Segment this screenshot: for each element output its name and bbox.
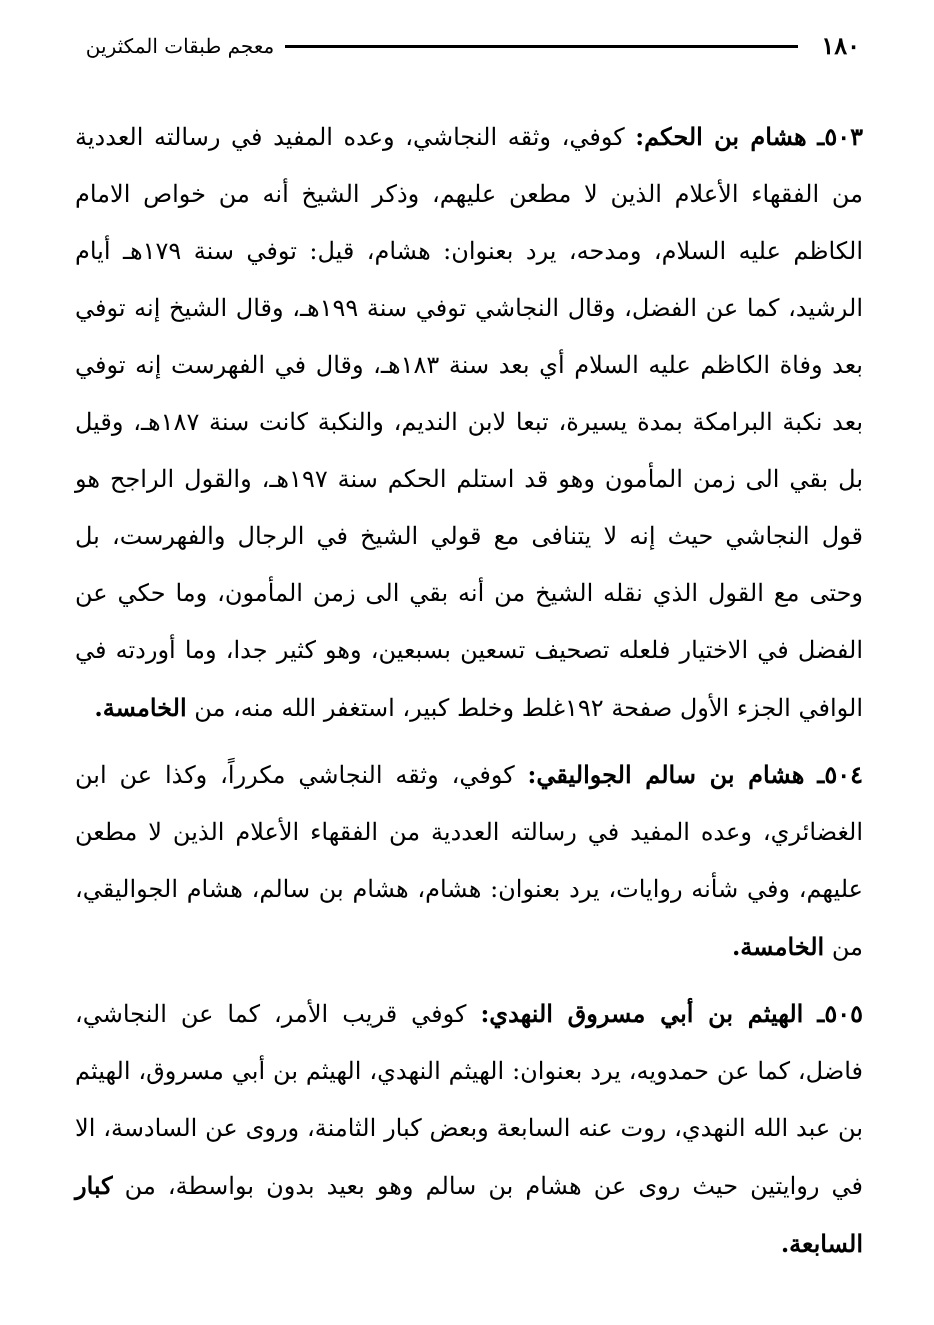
entry-class: الخامسة. xyxy=(94,693,187,722)
running-title: معجم طبقات المكثرين xyxy=(85,34,275,58)
page-body xyxy=(75,108,863,1282)
entry-504 xyxy=(75,746,863,976)
entry-text: كوفي، وثقه النجاشي مكرراً، وكذا عن ابن الغضائري، وعده المفيد في رسالته العددية من الفقهاء الأعلام الذين لا مطعن عليهم، وفي شأنه روايات، يرد بعنوان: هشام، هشام بن سالم، هشام الجواليقي، من xyxy=(75,761,863,961)
entry-text: كوفي قريب الأمر، كما عن النجاشي، فاضل، كما عن حمدويه، يرد بعنوان: الهيثم النهدي، الهيثم بن أبي مسروق، الهيثم بن عبد الله النهدي، روت عنه السابعة وبعض كبار الثامنة، وروى عن السادسة، الا في روايتين حيث روى عن هشام بن سالم وهو بعيد بدون بواسطة، من xyxy=(75,1000,864,1200)
entry-class: الخامسة. xyxy=(731,932,825,961)
entry-name: هشام بن سالم الجواليقي: xyxy=(527,760,805,789)
entry-number: ٥٠٣ـ xyxy=(817,122,863,151)
entry-number: ٥٠٥ـ xyxy=(817,999,863,1028)
page-number: ١٨٠ xyxy=(821,31,860,60)
entry-class: كبار السابعة. xyxy=(75,1171,863,1258)
page-header xyxy=(80,30,860,66)
entry-number: ٥٠٤ـ xyxy=(817,760,863,789)
entry-name: هشام بن الحكم: xyxy=(635,122,807,151)
header-rule xyxy=(285,45,798,48)
entry-503 xyxy=(75,108,863,737)
entry-name: الهيثم بن أبي مسروق النهدي: xyxy=(480,999,804,1028)
entry-505 xyxy=(75,985,863,1273)
entry-text: كوفي، وثقه النجاشي، وعده المفيد في رسالته العددية من الفقهاء الأعلام الذين لا مطعن عليهم، وذكر الشيخ أنه من خواص الامام الكاظم عليه السلام، ومدحه، يرد بعنوان: هشام، قيل: توفي سنة ١٧٩هـ أيام الرشيد، كما عن الفضل، وقال النجاشي توفي سنة ١٩٩هـ، وقال الشيخ إنه توفي بعد وفاة الكاظم عليه السلام أي بعد سنة ١٨٣هـ، وقال في الفهرست إنه توفي بعد نكبة البرامكة بمدة يسيرة، تبعا لابن النديم، والنكبة كانت سنة ١٨٧هـ، وقيل بل بقي الى زمن المأمون وهو قد استلم الحكم سنة ١٩٧هـ، والقول الراجح هو قول النجاشي حيث إنه لا يتنافى مع قولي الشيخ في الرجال والفهرست، بل وحتى مع القول الذي نقله الشيخ من أنه بقي الى زمن المأمون، وما حكي عن الفضل في الاختيار فلعله تصحيف تسعين بسبعين، وهو كثير جدا، وما أوردته في الوافي الجزء الأول صفحة ١٩٢غلط وخلط كبير، استغفر الله منه، من xyxy=(75,123,864,722)
